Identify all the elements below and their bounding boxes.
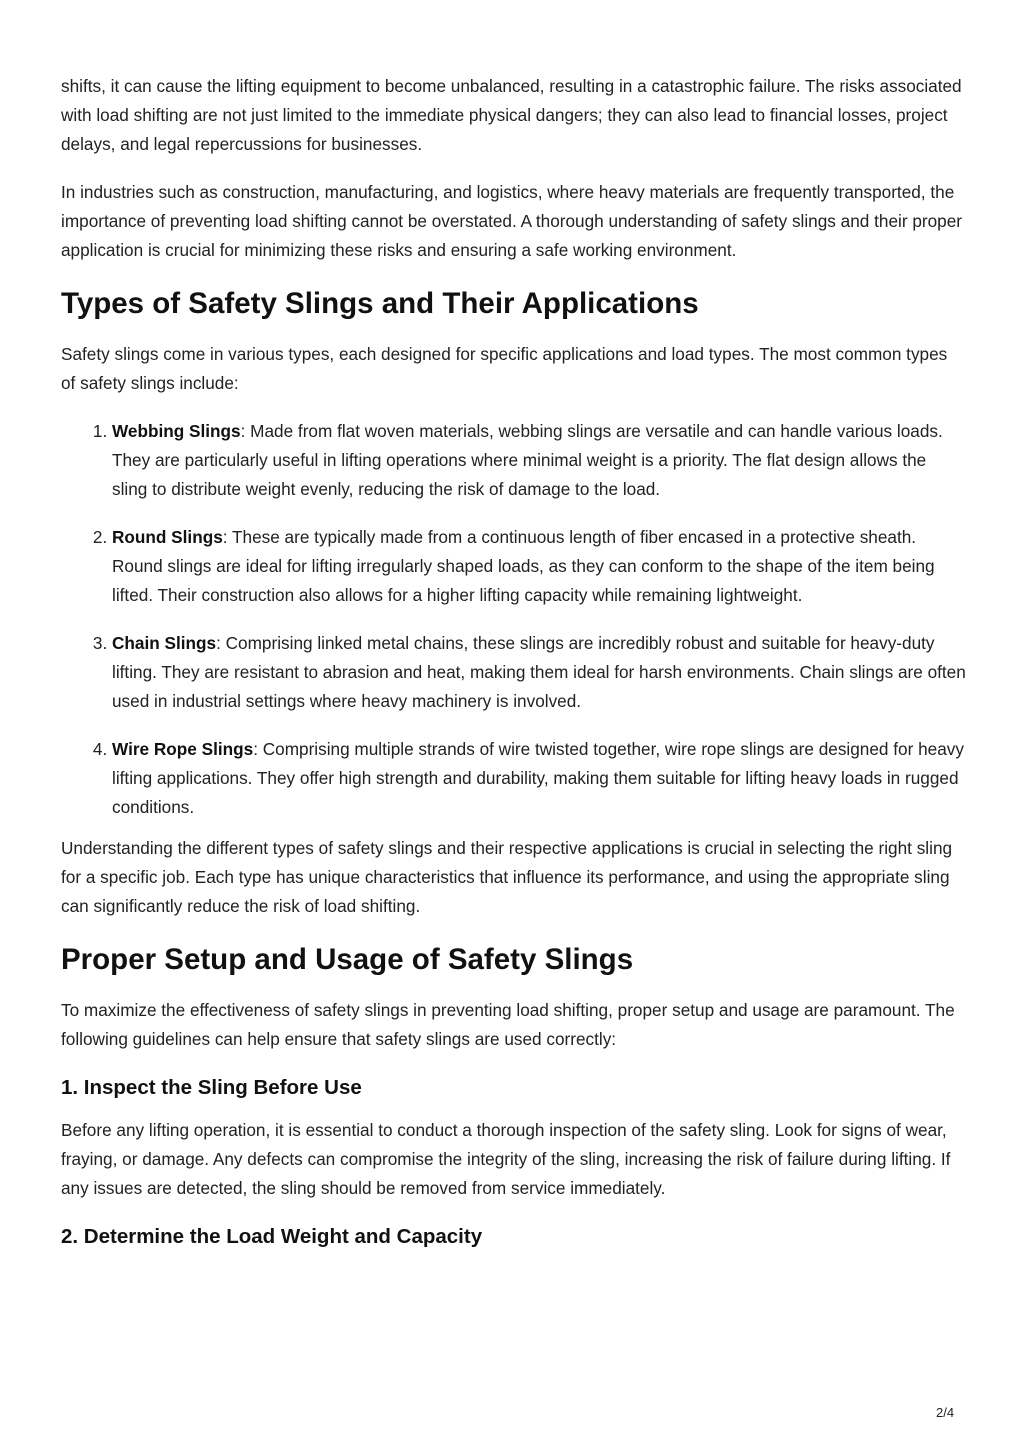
inspect-sling-heading: 1. Inspect the Sling Before Use <box>61 1076 362 1099</box>
list-item-term: Chain Slings <box>112 633 217 653</box>
list-item-description: : These are typically made from a continuous length of fiber encased in a protective sheath. Round slings are ideal for lifting irregularly shaped loads, as they can conform to the shape of the item being lifted. Their construction also allows for a higher lifting capacity while remaining lightweight. <box>112 527 935 605</box>
list-item-webbing-slings <box>112 417 966 504</box>
list-item-term: Round Slings <box>112 527 223 547</box>
inspect-sling-paragraph: Before any lifting operation, it is essential to conduct a thorough inspection of the safety sling. Look for signs of wear, fraying, or damage. Any defects can compromise the integrity of the sling, increasing the risk of failure during lifting. If any issues are detected, the sling should be removed from service immediately. <box>61 1120 951 1198</box>
list-item-term: Webbing Slings <box>112 421 241 441</box>
types-section-intro: Safety slings come in various types, each designed for specific applications and load types. The most common types of safety slings include: <box>61 344 948 393</box>
intro-paragraph-2: In industries such as construction, manufacturing, and logistics, where heavy materials are frequently transported, the importance of preventing load shifting cannot be overstated. A thorough understanding of safety slings and their proper application is crucial for minimizing these risks and ensuring a safe working environment. <box>61 182 963 260</box>
list-item-chain-slings <box>112 629 966 716</box>
list-item-term: Wire Rope Slings <box>112 739 254 759</box>
intro-paragraph-1: shifts, it can cause the lifting equipment to become unbalanced, resulting in a catastrophic failure. The risks associated with load shifting are not just limited to the immediate physical dangers; they can also lead to financial losses, project delays, and legal repercussions for businesses. <box>61 76 962 154</box>
list-item-description: : Comprising linked metal chains, these slings are incredibly robust and suitable for heavy-duty lifting. They are resistant to abrasion and heat, making them ideal for harsh environments. Chain slings are often used in industrial settings where heavy machinery is involved. <box>112 633 966 711</box>
sling-types-list <box>61 417 966 822</box>
types-section-outro: Understanding the different types of safety slings and their respective applications is crucial in selecting the right sling for a specific job. Each type has unique characteristics that influence its performance, and using the appropriate sling can significantly reduce the risk of load shifting. <box>61 838 953 916</box>
list-item-description: : Comprising multiple strands of wire twisted together, wire rope slings are designed for heavy lifting applications. They offer high strength and durability, making them suitable for lifting heavy loads in rugged conditions. <box>112 739 964 817</box>
types-section-heading: Types of Safety Slings and Their Applications <box>61 287 699 320</box>
load-weight-heading: 2. Determine the Load Weight and Capacity <box>61 1225 483 1248</box>
page-number: 2/4 <box>936 1405 955 1420</box>
setup-section-heading: Proper Setup and Usage of Safety Slings <box>61 943 634 976</box>
list-item-wire-rope-slings <box>112 735 966 822</box>
list-item-description: : Made from flat woven materials, webbing slings are versatile and can handle various loads. They are particularly useful in lifting operations where minimal weight is a priority. The flat design allows the sling to distribute weight evenly, reducing the risk of damage to the load. <box>112 421 943 499</box>
setup-section-intro: To maximize the effectiveness of safety slings in preventing load shifting, proper setup and usage are paramount. The following guidelines can help ensure that safety slings are used correctly: <box>61 1000 955 1049</box>
list-item-round-slings <box>112 523 966 610</box>
document-page <box>61 72 966 1265</box>
